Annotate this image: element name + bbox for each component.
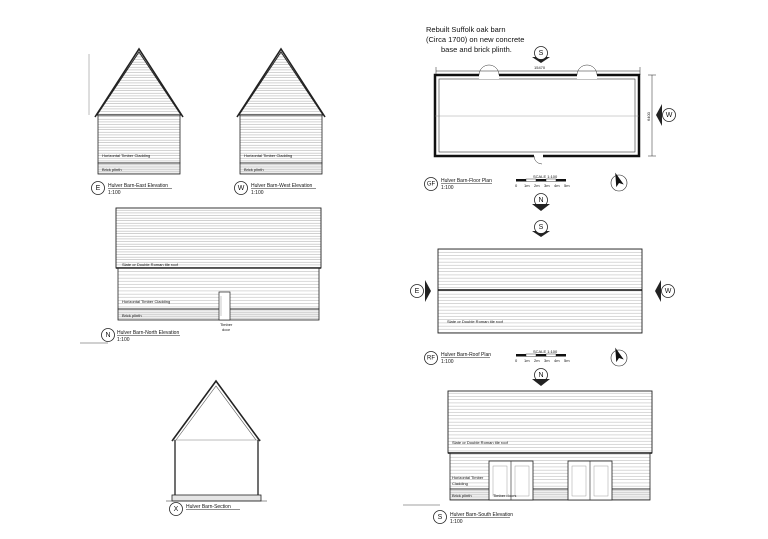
south-door-right (568, 461, 612, 500)
south-plinth-label: Brick plinth (452, 493, 472, 498)
floor-note-line-3: base and brick plinth. (441, 45, 512, 54)
roof-scalebar-label: SCALE 1:100 (533, 349, 558, 354)
south-doors-label: Timber doors (493, 493, 517, 498)
north-door-label-1: Timber (220, 322, 233, 327)
floor-scalebar-tick-5: 5m (564, 183, 570, 188)
north-title: Hulver Barn-North Elevation (117, 330, 180, 336)
floor-marker-s: S (538, 50, 544, 57)
roof-scalebar-tick-5: 5m (564, 358, 570, 363)
east-badge: E (95, 185, 101, 192)
south-title: Hulver Barn-South Elevation (450, 512, 514, 518)
roof-marker-e: E (414, 288, 420, 295)
north-elevation (80, 208, 321, 343)
floor-north-arrow-icon (611, 171, 627, 191)
floor-badge: GF (426, 181, 436, 188)
floor-note-line-1: Rebuilt Suffolk oak barn (426, 25, 506, 34)
roof-scalebar-tick-4: 4m (554, 358, 560, 363)
floor-scale: 1:100 (441, 185, 454, 191)
barn-section (166, 381, 267, 516)
floor-scalebar-tick-4: 4m (554, 183, 560, 188)
floor-note-line-2: (Circa 1700) on new concrete (426, 35, 525, 44)
north-scale: 1:100 (117, 337, 130, 343)
south-elevation (403, 391, 652, 525)
west-scale: 1:100 (251, 190, 264, 196)
roof-scale: 1:100 (441, 359, 454, 365)
floor-title: Hulver Barn-Floor Plan (441, 178, 492, 184)
west-badge: W (237, 185, 245, 192)
roof-marker-n: N (538, 372, 544, 379)
floor-marker-n: N (538, 197, 544, 204)
north-roof-label: Slate or Double Roman tile roof (122, 262, 178, 267)
roof-scalebar-tick-0: 0 (515, 358, 518, 363)
roof-marker-s: S (538, 224, 544, 231)
section-badge: X (173, 506, 179, 513)
floor-dim-width: 15470 (534, 65, 546, 70)
south-scale: 1:100 (450, 519, 463, 525)
south-cladding-label-2: Cladding (452, 481, 468, 486)
floor-scalebar-tick-0: 0 (515, 183, 518, 188)
east-elevation (89, 49, 183, 196)
east-title: Hulver Barn-East Elevation (108, 183, 169, 189)
north-plinth-label: Brick plinth (122, 313, 142, 318)
west-elevation (235, 49, 326, 196)
east-cladding-label: Horizontal Timber Cladding (102, 153, 151, 158)
floor-marker-w: W (665, 112, 673, 119)
south-badge: S (437, 514, 443, 521)
west-title: Hulver Barn-West Elevation (251, 183, 313, 189)
east-plinth-label: Brick plinth (102, 167, 122, 172)
floor-plan (425, 25, 676, 211)
west-plinth-label: Brick plinth (244, 167, 264, 172)
roof-label: Slate or Double Roman tile roof (447, 319, 503, 324)
roof-plan (411, 221, 675, 387)
south-cladding-label-1: Horizontal Timber (452, 475, 484, 480)
east-scale: 1:100 (108, 190, 121, 196)
roof-scalebar-tick-3: 3m (544, 358, 550, 363)
north-timber-door (219, 292, 230, 320)
roof-title: Hulver Barn-Roof Plan (441, 352, 492, 358)
section-title: Hulver Barn-Section (186, 504, 231, 510)
floor-dim-depth: 6400 (646, 112, 651, 121)
north-cladding-label: Horizontal Timber Cladding (122, 299, 171, 304)
south-roof-label: Slate or Double Roman tile roof (452, 440, 508, 445)
north-door-label-2: door (222, 327, 231, 332)
roof-scalebar-tick-1: 1m (524, 358, 530, 363)
roof-north-arrow-icon (611, 346, 627, 366)
roof-badge: RF (427, 355, 435, 362)
floor-scalebar-tick-2: 2m (534, 183, 540, 188)
floor-scalebar-tick-3: 3m (544, 183, 550, 188)
roof-marker-w: W (664, 288, 672, 295)
floor-scalebar-label: SCALE 1:100 (533, 174, 558, 179)
west-cladding-label: Horizontal Timber Cladding (244, 153, 293, 158)
floor-scalebar-tick-1: 1m (524, 183, 530, 188)
north-badge: N (105, 332, 111, 339)
roof-scalebar-tick-2: 2m (534, 358, 540, 363)
